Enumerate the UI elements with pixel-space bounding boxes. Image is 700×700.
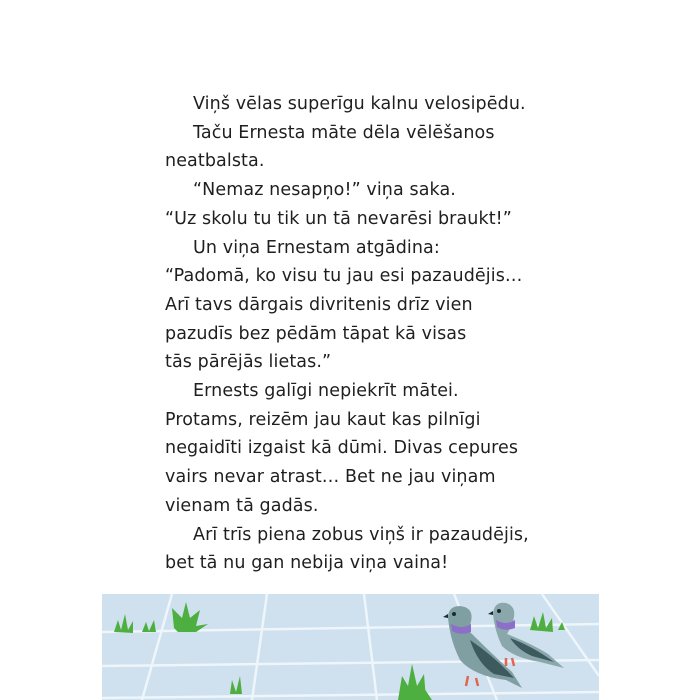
pigeons-illustration (102, 594, 599, 700)
text-line: vairs nevar atrast… Bet ne jau viņam (165, 467, 496, 488)
text-line: Un viņa Ernestam atgādina: (193, 237, 440, 258)
text-line: tās pārējās lietas.” (165, 352, 332, 373)
text-line: Protams, reizēm jau kaut kas pilnīgi (165, 409, 481, 430)
text-line: negaidīti izgaist kā dūmi. Divas cepures (165, 438, 519, 459)
story-text (165, 90, 545, 578)
text-line: neatbalsta. (165, 151, 265, 172)
text-line: Arī tavs dārgais divritenis drīz vien (165, 294, 473, 315)
text-line: bet tā nu gan nebija viņa vaina! (165, 553, 449, 574)
text-line: pazudīs bez pēdām tāpat kā visas (165, 323, 467, 344)
text-line: “Nemaz nesapņo!” viņa saka. (193, 180, 456, 201)
text-line: Viņš vēlas superīgu kalnu velosipēdu. (193, 94, 526, 114)
text-line: Arī trīs piena zobus viņš ir pazaudējis, (193, 524, 529, 545)
text-line: Taču Ernesta māte dēla vēlēšanos (193, 122, 495, 143)
text-line: “Padomā, ko visu tu jau esi pazaudējis… (165, 266, 523, 287)
text-line: vienam tā gadās. (165, 495, 319, 516)
text-line: Ernests galīgi nepiekrīt mātei. (193, 381, 459, 402)
text-line: “Uz skolu tu tik un tā nevarēsi braukt!” (165, 208, 512, 229)
